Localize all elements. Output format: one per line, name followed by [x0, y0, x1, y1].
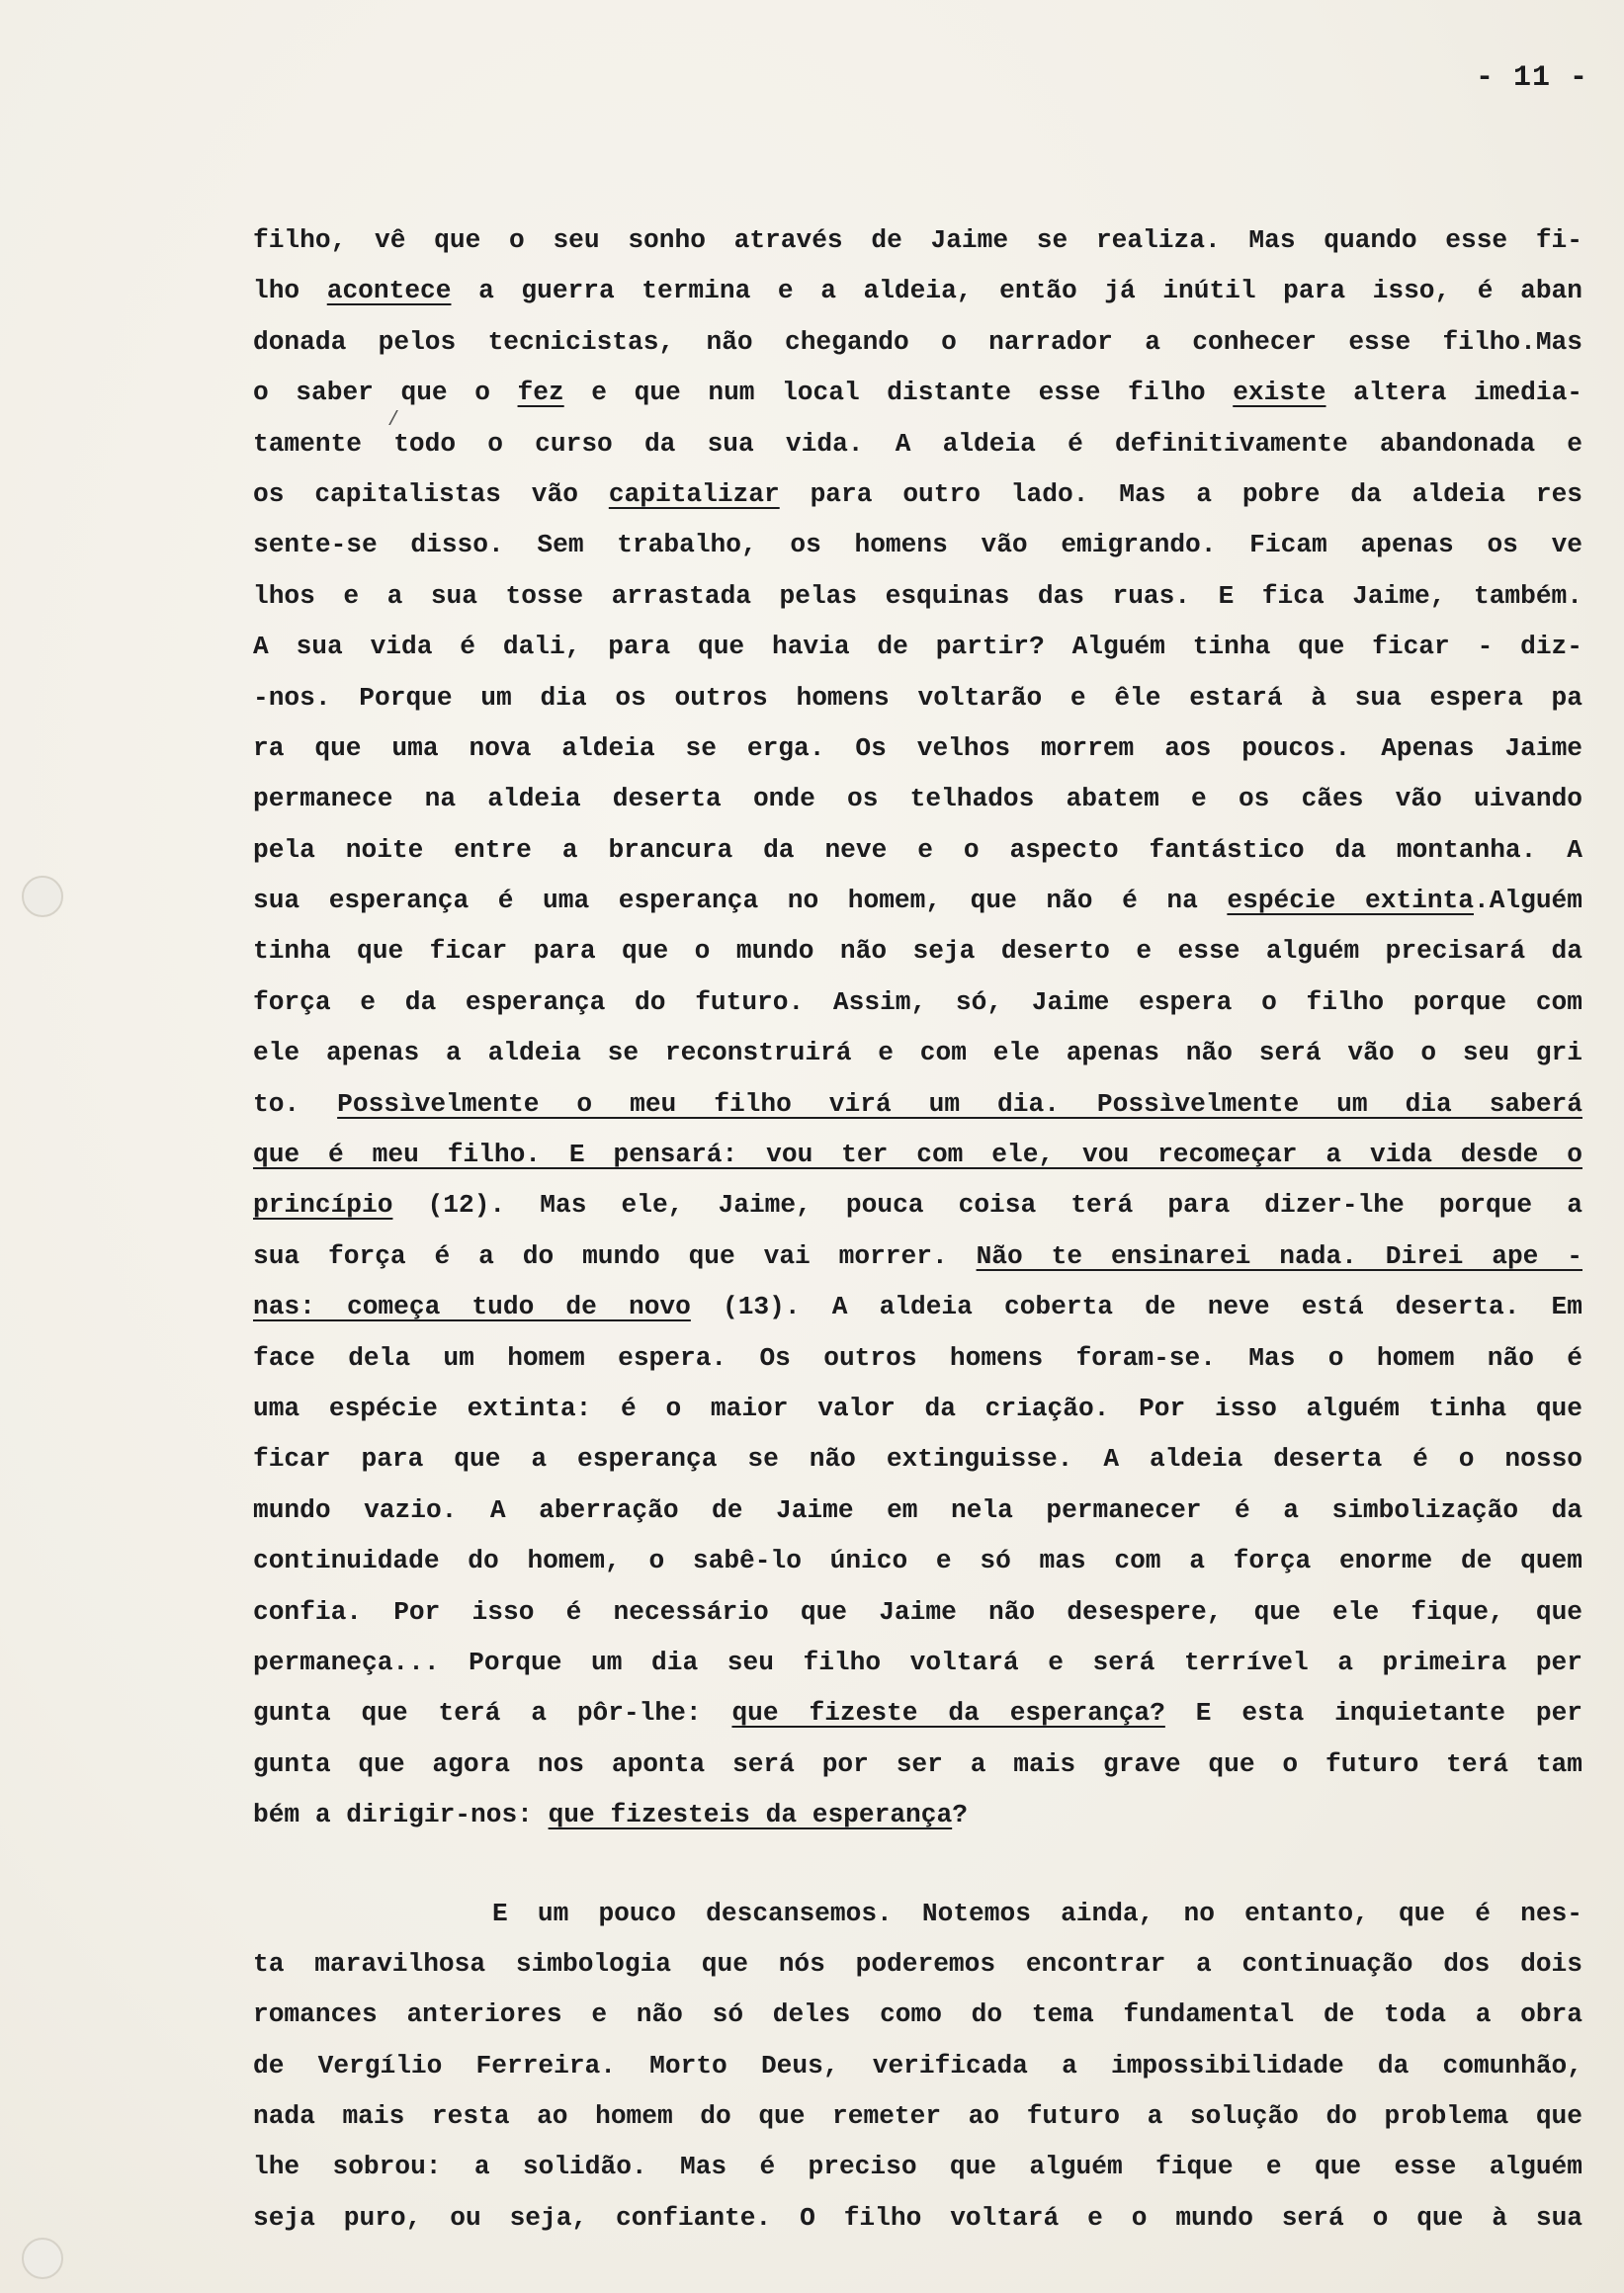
text-segment: tamente todo o curso da sua vida. A aldeia é definitivamente abandonada e	[253, 428, 1582, 459]
text-line	[253, 1638, 1582, 1688]
body-text	[253, 215, 1582, 2244]
text-segment: seja puro, ou seja, confiante. O filho voltará e o mundo será o que à sua	[253, 2202, 1582, 2233]
underlined-text: acontece	[326, 276, 452, 306]
text-segment: E esta inquietante per	[1164, 1698, 1582, 1729]
text-segment: ta maravilhosa simbologia que nós poderemos encontrar a continuação dos dois	[253, 1948, 1582, 1979]
text-line	[253, 520, 1582, 570]
text-segment: (13). A aldeia coberta de neve está deserta. Em	[690, 1292, 1582, 1322]
paragraph-gap	[253, 1841, 1582, 1889]
text-segment: uma espécie extinta: é o maior valor da criação. Por isso alguém tinha que	[253, 1393, 1582, 1423]
text-segment: sua força é a do mundo que vai morrer.	[253, 1240, 977, 1271]
text-segment: para outro lado. Mas a pobre da aldeia res	[779, 478, 1582, 509]
text-segment: E um pouco descansemos. Notemos ainda, no entanto, que é nes-	[492, 1898, 1582, 1928]
text-segment: -nos. Porque um dia os outros homens voltarão e êle estará à sua espera pa	[253, 682, 1582, 713]
text-segment: sente-se disso. Sem trabalho, os homens vão emigrando. Ficam apenas os ve	[253, 530, 1582, 560]
text-line	[253, 876, 1582, 926]
text-segment: filho, vê que o seu sonho através de Jaime se realiza. Mas quando esse fi-	[253, 225, 1582, 255]
text-line	[253, 622, 1582, 672]
text-segment: continuidade do homem, o sabê-lo único e só mas com a força enorme de quem	[253, 1546, 1582, 1576]
text-segment: permanece na aldeia deserta onde os telhados abatem e os cães vão uivando	[253, 784, 1582, 814]
text-line	[253, 1434, 1582, 1485]
text-line	[253, 2142, 1582, 2192]
underlined-text: nas: começa tudo de novo	[253, 1292, 691, 1322]
text-line	[253, 1939, 1582, 1990]
text-line	[253, 317, 1582, 368]
text-segment: ra que uma nova aldeia se erga. Os velhos morrem aos poucos. Apenas Jaime	[253, 732, 1582, 763]
text-line	[253, 1333, 1582, 1384]
text-line	[253, 1790, 1582, 1840]
text-segment: permaneça... Porque um dia seu filho voltará e será terrível a primeira per	[253, 1647, 1582, 1677]
text-segment: ?	[952, 1800, 968, 1830]
text-line	[253, 266, 1582, 316]
text-line	[253, 1384, 1582, 1434]
punch-hole-mark	[22, 2238, 63, 2279]
text-line	[253, 1688, 1582, 1739]
text-line	[253, 825, 1582, 876]
text-line	[253, 1180, 1582, 1231]
paragraph	[253, 215, 1582, 1841]
text-segment: lhe sobrou: a solidão. Mas é preciso que alguém fique e que esse alguém	[253, 2152, 1582, 2182]
underlined-text: que fizesteis da esperança	[548, 1800, 953, 1830]
text-segment: ele apenas a aldeia se reconstruirá e com ele apenas não será vão o seu gri	[253, 1038, 1582, 1068]
text-line	[253, 2193, 1582, 2244]
underlined-text: que fizeste da esperança?	[731, 1698, 1165, 1729]
underlined-text: que é meu filho. E pensará: vou ter com ele, vou recomeçar a vida desde o	[253, 1140, 1582, 1170]
text-segment: lhos e a sua tosse arrastada pelas esquinas das ruas. E fica Jaime, também.	[253, 580, 1582, 611]
underlined-text: Possìvelmente o meu filho virá um dia. Possìvelmente um dia saberá	[337, 1088, 1582, 1119]
text-segment: sua esperança é uma esperança no homem, que não é na	[253, 886, 1228, 916]
text-segment: ficar para que a esperança se não extinguisse. A aldeia deserta é o nosso	[253, 1444, 1582, 1475]
underlined-text: capitalizar	[608, 478, 780, 509]
text-segment: bém a dirigir-nos:	[253, 1800, 549, 1830]
text-line	[253, 1990, 1582, 2040]
text-line	[253, 368, 1582, 418]
text-segment: mundo vazio. A aberração de Jaime em nela permanecer é a simbolização da	[253, 1494, 1582, 1525]
text-line	[253, 1282, 1582, 1332]
text-line	[253, 419, 1582, 469]
text-segment: confia. Por isso é necessário que Jaime não desespere, que ele fique, que	[253, 1596, 1582, 1627]
text-segment: altera imedia-	[1325, 378, 1583, 408]
text-segment: to.	[253, 1088, 338, 1119]
underlined-text: espécie extinta	[1227, 886, 1474, 916]
text-line	[253, 2091, 1582, 2142]
text-line	[253, 2041, 1582, 2091]
text-line	[253, 1486, 1582, 1536]
text-segment: A sua vida é dali, para que havia de partir? Alguém tinha que ficar - diz-	[253, 632, 1582, 662]
underlined-text: fez	[517, 378, 564, 408]
underlined-text: princípio	[253, 1190, 393, 1221]
text-line	[253, 723, 1582, 774]
text-line	[253, 1028, 1582, 1078]
text-segment: força e da esperança do futuro. Assim, só, Jaime espera o filho porque com	[253, 986, 1582, 1017]
text-segment: a guerra termina e a aldeia, então já inútil para isso, é aban	[451, 276, 1582, 306]
text-line	[253, 1231, 1582, 1282]
text-segment: de Vergílio Ferreira. Morto Deus, verificada a impossibilidade da comunhão,	[253, 2050, 1582, 2081]
text-segment: lho	[253, 276, 327, 306]
text-line	[253, 774, 1582, 824]
text-segment: gunta que terá a pôr-lhe:	[253, 1698, 732, 1729]
text-segment: gunta que agora nos aponta será por ser a mais grave que o futuro terá tam	[253, 1748, 1582, 1779]
text-line	[253, 1587, 1582, 1638]
text-segment: romances anteriores e não só deles como do tema fundamental de toda a obra	[253, 1999, 1582, 2030]
underlined-text: existe	[1233, 378, 1326, 408]
underlined-text: Não te ensinarei nada. Direi ape -	[976, 1240, 1583, 1271]
paragraph	[253, 1889, 1582, 2245]
text-segment: tinha que ficar para que o mundo não seja deserto e esse alguém precisará da	[253, 936, 1582, 967]
text-line	[253, 469, 1582, 520]
text-line	[253, 977, 1582, 1028]
text-line	[253, 1536, 1582, 1586]
text-line	[253, 1130, 1582, 1180]
text-line	[253, 673, 1582, 723]
text-line	[253, 571, 1582, 622]
text-segment: donada pelos tecnicistas, não chegando o narrador a conhecer esse filho.Mas	[253, 326, 1582, 357]
text-line	[253, 1079, 1582, 1130]
text-line	[253, 1889, 1582, 1939]
text-segment: e que num local distante esse filho	[563, 378, 1234, 408]
text-segment: (12). Mas ele, Jaime, pouca coisa terá para dizer-lhe porque a	[392, 1190, 1582, 1221]
text-segment: nada mais resta ao homem do que remeter ao futuro a solução do problema que	[253, 2101, 1582, 2132]
text-segment: pela noite entre a brancura da neve e o aspecto fantástico da montanha. A	[253, 834, 1582, 865]
punch-hole-mark	[22, 876, 63, 917]
text-line	[253, 926, 1582, 977]
stray-pencil-mark: /	[387, 409, 400, 432]
text-segment: .Alguém	[1473, 886, 1582, 916]
text-segment: face dela um homem espera. Os outros homens foram-se. Mas o homem não é	[253, 1342, 1582, 1373]
text-segment: o saber que o	[253, 378, 518, 408]
text-line	[253, 215, 1582, 266]
text-line	[253, 1740, 1582, 1790]
page-number: - 11 -	[1475, 61, 1588, 95]
text-segment: os capitalistas vão	[253, 478, 609, 509]
